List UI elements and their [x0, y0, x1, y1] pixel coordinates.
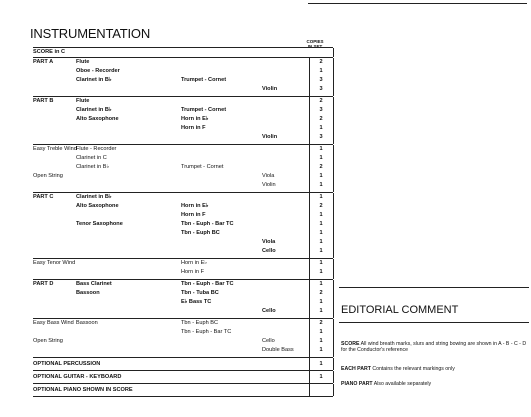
table-row: [33, 154, 333, 163]
editorial-title: EDITORIAL COMMENT: [341, 304, 459, 316]
instrument-cell: Cello: [262, 338, 275, 344]
table-row: [33, 133, 333, 142]
column-rule: [333, 193, 334, 258]
section-1: [33, 96, 333, 144]
column-rule: [309, 384, 310, 396]
section-5: [33, 279, 333, 318]
editorial-divider: [339, 322, 529, 323]
instrument-cell: Flute: [76, 59, 90, 65]
copies-count: 1: [319, 146, 323, 152]
table-row: [33, 172, 333, 181]
column-rule: [333, 58, 334, 96]
column-rule: [333, 259, 334, 279]
section-6: [33, 318, 333, 357]
instrument-cell: Tbn - Euph BC: [181, 230, 220, 236]
copies-count: 2: [319, 59, 323, 65]
table-row: [33, 259, 333, 268]
copies-count: 1: [319, 299, 323, 305]
instrument-cell: Violin: [262, 86, 278, 92]
section-name: Easy Bass Wind: [33, 320, 74, 326]
instrument-cell: Horn in F: [181, 269, 205, 275]
section-name: PART C: [33, 194, 54, 200]
copies-count: 1: [319, 230, 323, 236]
copies-count: 2: [319, 98, 323, 104]
copies-count: 1: [319, 361, 323, 367]
optional-row: [33, 370, 333, 383]
instrument-cell: Tbn - Euph - Bar TC: [181, 329, 232, 335]
row-label: Open String: [33, 173, 63, 179]
editorial-part-text: Contains the relevant markings only: [372, 366, 455, 372]
table-row: [33, 124, 333, 133]
instrument-cell: Flute - Recorder: [76, 146, 117, 152]
editorial-score-text: All wind breath marks, slurs and string bowing are shown in A - B - C - D for the Conductor's reference: [341, 341, 527, 353]
copies-count: 1: [319, 239, 323, 245]
instrument-cell: Bass Clarinet: [76, 281, 112, 287]
instrument-cell: Clarinet in B♭: [76, 77, 112, 83]
copies-count: 2: [319, 164, 323, 170]
copies-count: 3: [319, 77, 323, 83]
table-row: [33, 337, 333, 346]
copies-header-line2: IN SET: [307, 44, 323, 49]
instrument-cell: Violin: [262, 134, 278, 140]
column-rule: [333, 145, 334, 192]
copies-count: 3: [319, 134, 323, 140]
copies-count: 1: [319, 338, 323, 344]
instrument-cell: E♭ Bass TC: [181, 299, 212, 305]
table-row: [33, 220, 333, 229]
instrument-cell: Violin: [262, 182, 276, 188]
copies-count: 1: [319, 221, 323, 227]
column-rule: [333, 48, 334, 57]
column-rule: [309, 358, 310, 370]
section-name: PART D: [33, 281, 54, 287]
instrument-cell: Flute: [76, 98, 90, 104]
instrument-cell: Oboe - Recorder: [76, 68, 120, 74]
instrument-cell: Clarinet in B♭: [76, 194, 112, 200]
copies-count: 1: [319, 374, 323, 380]
copies-count: 1: [319, 182, 323, 188]
column-rule: [333, 371, 334, 383]
table-row: [33, 97, 333, 106]
table-row: [33, 307, 333, 316]
column-rule: [333, 280, 334, 318]
section-name: Easy Tenor Wind: [33, 260, 76, 266]
editorial-piano-note: [341, 381, 529, 387]
instrument-cell: Viola: [262, 173, 275, 179]
editorial-top-rule: [339, 287, 529, 288]
instrument-cell: Horn in F: [181, 125, 206, 131]
copies-count: 1: [319, 173, 323, 179]
column-rule: [333, 384, 334, 396]
optional-label: OPTIONAL PIANO SHOWN IN SCORE: [33, 387, 133, 393]
optional-container: [33, 357, 333, 397]
instrument-cell: Trumpet - Cornet: [181, 77, 227, 83]
instrumentation-table: [33, 47, 333, 397]
section-name: PART B: [33, 98, 54, 104]
instrument-cell: Bassoon: [76, 290, 100, 296]
copies-count: 1: [319, 248, 323, 254]
column-rule: [333, 358, 334, 370]
editorial-piano-text: Also available separately: [373, 381, 432, 387]
section-3: [33, 192, 333, 258]
table-row: [33, 106, 333, 115]
copies-count: 2: [319, 116, 323, 122]
instrument-cell: Clarinet in B♭: [76, 107, 112, 113]
table-row: [33, 298, 333, 307]
instrument-cell: Clarinet in C: [76, 155, 107, 161]
copies-count: 1: [319, 308, 323, 314]
top-rule: [308, 3, 527, 4]
table-row: [33, 163, 333, 172]
copies-count: 1: [319, 155, 323, 161]
instrument-cell: Double Bass: [262, 347, 294, 353]
table-row: [33, 346, 333, 355]
row-label: Open String: [33, 338, 63, 344]
table-bottom-rule: [33, 396, 333, 397]
section-name: PART A: [33, 59, 54, 65]
editorial-part-note: [341, 366, 529, 372]
table-row: [33, 268, 333, 277]
copies-count: 1: [319, 329, 323, 335]
editorial-score-label: SCORE: [341, 341, 360, 347]
sections-container: [33, 57, 333, 357]
instrument-cell: Clarinet in B♭: [76, 164, 110, 170]
instrument-cell: Tbn - Euph BC: [181, 320, 218, 326]
instrument-cell: Trumpet - Cornet: [181, 107, 227, 113]
table-row: [33, 67, 333, 76]
table-row: [33, 229, 333, 238]
table-row: [33, 247, 333, 256]
table-row: [33, 76, 333, 85]
section-4: [33, 258, 333, 279]
copies-header-line1: COPIES: [306, 39, 324, 44]
instrument-cell: Horn in E♭: [181, 203, 209, 209]
copies-count: 3: [319, 86, 323, 92]
copies-count: 2: [319, 320, 323, 326]
editorial-score-note: [341, 341, 529, 353]
table-row: [33, 211, 333, 220]
copies-count: 1: [319, 125, 323, 131]
table-row: [33, 181, 333, 190]
column-rule: [333, 97, 334, 144]
instrument-cell: Viola: [262, 239, 276, 245]
page-title: INSTRUMENTATION: [30, 26, 151, 41]
instrument-cell: Tbn - Tuba BC: [181, 290, 219, 296]
copies-count: 2: [319, 290, 323, 296]
instrument-cell: Cello: [262, 248, 276, 254]
copies-count: 1: [319, 281, 323, 287]
instrument-cell: Horn in E♭: [181, 116, 209, 122]
optional-row: [33, 357, 333, 370]
optional-label: OPTIONAL PERCUSSION: [33, 361, 101, 367]
copies-count: 1: [319, 212, 323, 218]
instrument-cell: Alto Saxophone: [76, 203, 119, 209]
table-row: [33, 193, 333, 202]
table-row: [33, 289, 333, 298]
table-row: [33, 319, 333, 328]
instrument-cell: Alto Saxophone: [76, 116, 119, 122]
table-row: [33, 280, 333, 289]
table-row: [33, 145, 333, 154]
section-0: [33, 57, 333, 96]
table-row: [33, 328, 333, 337]
column-rule: [333, 319, 334, 357]
copies-count: 1: [319, 347, 323, 353]
copies-count: 1: [319, 269, 323, 275]
copies-count: 1: [319, 68, 323, 74]
editorial-piano-label: PIANO PART: [341, 381, 373, 387]
instrument-cell: Tenor Saxophone: [76, 221, 123, 227]
copies-count: 3: [319, 107, 323, 113]
instrument-cell: Cello: [262, 308, 276, 314]
table-row: [33, 202, 333, 211]
instrument-cell: Bassoon: [76, 320, 98, 326]
score-row: [33, 48, 333, 57]
copies-count: 2: [319, 203, 323, 209]
copies-count: 1: [319, 194, 323, 200]
instrument-cell: Tbn - Euph - Bar TC: [181, 281, 234, 287]
copies-count: 1: [319, 260, 323, 266]
instrument-cell: Horn in E♭: [181, 260, 207, 266]
optional-row: [33, 383, 333, 396]
editorial-part-label: EACH PART: [341, 366, 371, 372]
table-row: [33, 58, 333, 67]
section-2: [33, 144, 333, 192]
column-rule: [309, 371, 310, 383]
score-label: SCORE in C: [33, 49, 66, 55]
table-row: [33, 115, 333, 124]
table-row: [33, 238, 333, 247]
optional-label: OPTIONAL GUITAR - KEYBOARD: [33, 374, 122, 380]
instrument-cell: Horn in F: [181, 212, 206, 218]
instrument-cell: Tbn - Euph - Bar TC: [181, 221, 234, 227]
table-row: [33, 85, 333, 94]
section-name: Easy Treble Wind: [33, 146, 77, 152]
instrument-cell: Trumpet - Cornet: [181, 164, 224, 170]
